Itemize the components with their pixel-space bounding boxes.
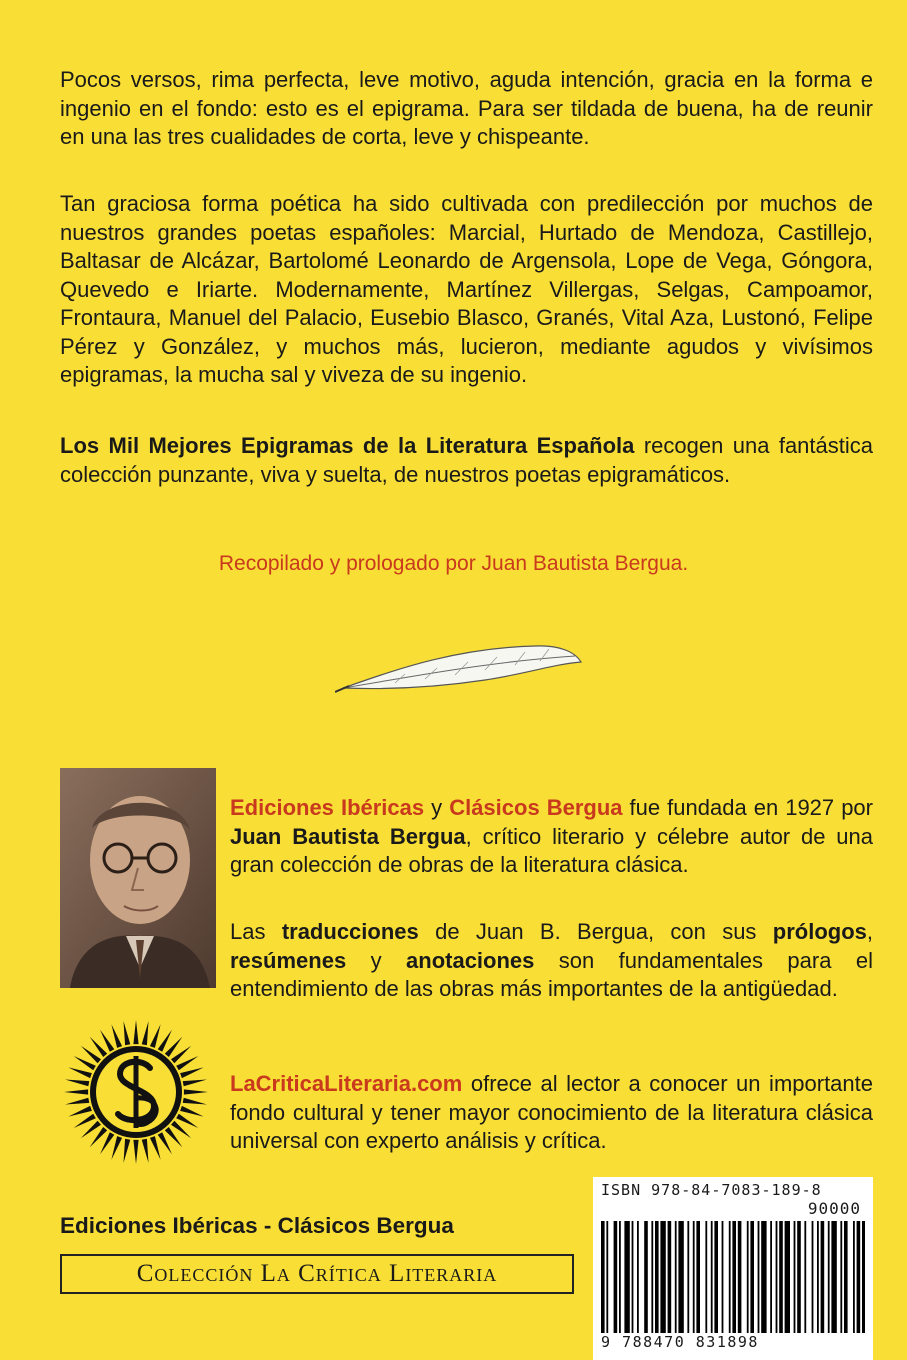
book-title: Los Mil Mejores Epigramas de la Literatura Española xyxy=(60,433,635,458)
author-portrait xyxy=(60,768,216,988)
bio-bold-prologos: prólogos xyxy=(772,919,867,944)
intro-paragraph-3-text: recogen una fantástica colección punzante, viva y suelta, de nuestros poetas epigramáticos. xyxy=(60,433,874,487)
ediciones-ibericas-highlight: Ediciones Ibéricas xyxy=(230,795,425,820)
bio-text-2d: y xyxy=(346,947,407,973)
bio-text-1a: y xyxy=(424,795,450,820)
barcode-addon: 90000 xyxy=(807,1199,861,1218)
website-link[interactable]: LaCriticaLiteraria.com xyxy=(230,1071,463,1096)
isbn-text: ISBN 978-84-7083-189-8 xyxy=(601,1181,822,1199)
bio-text-2e: son fundamentales para el entendimiento de las obras más importantes de la antigüedad. xyxy=(230,947,873,1001)
collection-name: Colección La Crítica Literaria xyxy=(60,1254,574,1294)
bio-paragraph-1 xyxy=(230,794,873,880)
bio-paragraph-2 xyxy=(230,918,873,1004)
bio-bold-traducciones: traducciones xyxy=(281,919,419,944)
intro-paragraph-3 xyxy=(60,432,873,489)
ean-digits: 9 788470 831898 xyxy=(601,1333,759,1351)
bio-text-1c: , crítico literario y célebre autor de una gran colección de obras de la literatura clásica. xyxy=(230,823,874,877)
quill-feather-icon xyxy=(335,640,585,695)
bio-bold-anotaciones: anotaciones xyxy=(406,947,535,973)
isbn-barcode xyxy=(593,1177,873,1360)
clasicos-bergua-highlight: Clásicos Bergua xyxy=(449,795,623,820)
author-name: Juan Bautista Bergua xyxy=(230,823,466,849)
barcode-bars xyxy=(601,1221,865,1333)
bio-text-2a: Las xyxy=(230,919,282,944)
intro-paragraph-1: Pocos versos, rima perfecta, leve motivo, aguda intención, gracia en la forma e ingenio en el fondo: esto es el epigrama. Para ser tildada de buena, ha de reunir en una las tres cualidades de corta, leve y chispeante. xyxy=(60,67,873,149)
bio-text-1b: fue fundada en 1927 por xyxy=(622,795,873,820)
bio-paragraph-3 xyxy=(230,1070,873,1156)
compiler-credit: Recopilado y prologado por Juan Bautista Bergua. xyxy=(218,552,689,575)
intro-paragraph-2: Tan graciosa forma poética ha sido cultivada con predilección por muchos de nuestros grandes poetas españoles: Marcial, Hurtado de Mendoza, Castillejo, Baltasar de Alcázar, Bartolomé Leonardo de Argensola, Lope de Vega, Góngora, Quevedo e Iriarte. Modernamente, Martínez Villergas, Selgas, Campoamor, Frontaura, Manuel del Palacio, Eusebio Blasco, Granés, Vital Aza, Lustonó, Felipe Pérez y González, y muchos más, lucieron, mediante agudos y vivísimos epigramas, la mucha sal y viveza de su ingenio. xyxy=(60,191,873,387)
publisher-name: Ediciones Ibéricas - Clásicos Bergua xyxy=(60,1213,454,1238)
bio-text-3: ofrece al lector a conocer un importante fondo cultural y tener mayor conocimiento de la literatura clásica universal con experto análisis y crítica. xyxy=(230,1071,873,1153)
bio-text-2b: de Juan B. Bergua, con sus xyxy=(418,919,773,944)
bio-bold-resumenes: resúmenes xyxy=(230,947,347,973)
bio-text-2c: , xyxy=(866,919,873,944)
sb-monogram-seal-icon xyxy=(62,1018,210,1166)
